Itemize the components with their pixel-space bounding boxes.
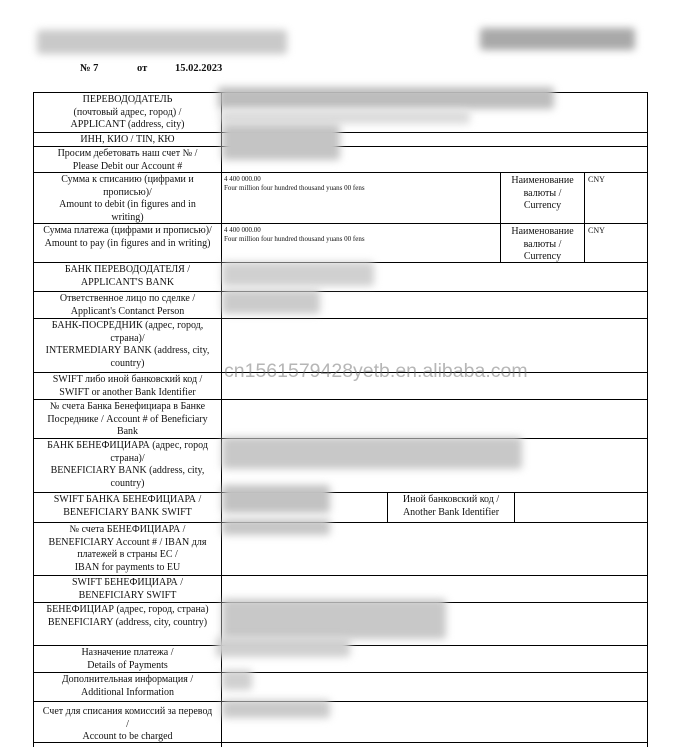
label-line: SWIFT БАНКА БЕНЕФИЦИАРА / <box>53 494 202 505</box>
row-amount-to-debit <box>34 173 647 224</box>
redacted-header-right <box>480 28 635 50</box>
label-line: № счета БЕНЕФИЦИАРА / <box>69 524 186 535</box>
label-line: Currency <box>523 251 562 262</box>
label-line: Назначение платежа / <box>81 647 174 658</box>
currency-label-cell <box>501 173 585 223</box>
order-date: 15.02.2023 <box>175 63 223 74</box>
redacted-applicant <box>218 87 554 109</box>
label-line: BENEFICIARY BANK (address, city, <box>50 465 205 476</box>
currency-label-cell <box>501 224 585 262</box>
row-contact-person <box>34 292 647 319</box>
amount-figures: 4 400 000.00 <box>224 226 261 234</box>
additional-info-label <box>34 673 222 701</box>
redacted-additional-info <box>222 670 252 690</box>
redacted-applicant-address <box>220 110 470 124</box>
label-line: Applicant's Contanct Person <box>70 305 185 317</box>
another-bank-identifier-label <box>388 493 515 522</box>
label-line: Account to be charged <box>82 731 173 742</box>
label-line: Наименование <box>511 226 574 237</box>
label-line: № счета Банка Бенефициара в Банке <box>49 401 206 412</box>
label-line: Ответственное лицо по сделке / <box>59 293 196 304</box>
label-line: BENEFICIARY SWIFT <box>78 589 177 601</box>
intermediary-swift-label <box>34 373 222 399</box>
redacted-contact-person <box>222 290 320 314</box>
debit-account-label <box>34 147 222 172</box>
beneficiary-bank-swift-label <box>34 493 222 522</box>
label-line: APPLICANT'S BANK <box>80 276 175 288</box>
redacted-beneficiary-bank <box>222 437 522 469</box>
continued-label <box>34 743 222 747</box>
watermark-text: cn1561579428yetb.en.alibaba.com <box>224 360 528 382</box>
row-beneficiary-bank-swift <box>34 493 647 523</box>
tin-label <box>34 133 222 146</box>
label-line: IBAN for payments to EU <box>74 561 181 573</box>
label-line: валюты / <box>523 238 562 250</box>
row-charges-account <box>34 702 647 743</box>
row-amount-to-pay <box>34 224 647 263</box>
redacted-beneficiary-bank-swift <box>222 485 330 513</box>
row-beneficiary-bank-account <box>34 400 647 439</box>
label-line: Дополнительная информация / <box>61 674 194 685</box>
label-line: Иной банковский код / <box>402 494 500 505</box>
redacted-applicant-bank <box>222 262 374 286</box>
row-continued <box>34 743 647 747</box>
beneficiary-label <box>34 603 222 645</box>
label-line: SWIFT or another Bank Identifier <box>59 386 196 398</box>
applicant-label <box>34 93 222 132</box>
label-line: Amount to pay (in figures and in writing) <box>44 237 211 249</box>
applicant-bank-label <box>34 263 222 291</box>
label-line: BENEFICIARY Account # / IBAN для <box>48 536 207 548</box>
label-line: Посреднике / Account # of Beneficiary <box>47 413 208 425</box>
beneficiary-account-label <box>34 523 222 575</box>
charges-account-label <box>34 702 222 742</box>
label-line: Details of Payments <box>87 659 168 671</box>
label-line: валюты / <box>523 187 562 199</box>
label-line: Наименование <box>511 175 574 186</box>
redacted-header-left <box>37 30 287 54</box>
another-bank-identifier-value <box>515 493 647 522</box>
row-beneficiary-account <box>34 523 647 576</box>
label-line: BENEFICIARY (address, city, country) <box>47 616 208 628</box>
beneficiary-bank-account-label <box>34 400 222 438</box>
label-line: Просим дебетовать наш счет № / <box>57 148 198 159</box>
intermediary-bank-label <box>34 319 222 372</box>
currency-code: CNY <box>588 175 605 184</box>
beneficiary-bank-label <box>34 439 222 492</box>
label-line: Счет для списания комиссий за перевод <box>42 706 213 717</box>
label-line: BENEFICIARY BANK SWIFT <box>63 506 192 518</box>
payment-details-label <box>34 646 222 672</box>
redacted-tin <box>222 124 340 160</box>
amount-to-debit-label <box>34 173 222 223</box>
amount-words: Four million four hundred thousand yuans 00 fens <box>224 234 365 243</box>
label-line: БАНК БЕНЕФИЦИАРА (адрес, город <box>47 440 208 451</box>
beneficiary-bank-account-value <box>222 400 647 438</box>
label-line: БАНК ПЕРЕВОДОДАТЕЛЯ / <box>64 264 191 275</box>
label-line: APPLICANT (address, city) <box>70 119 185 130</box>
amount-figures: 4 400 000.00 <box>224 175 261 183</box>
label-line: Currency <box>523 200 562 211</box>
amount-words: Four million four hundred thousand yuans 00 fens <box>224 183 365 192</box>
redacted-beneficiary <box>222 599 446 639</box>
label-line: / <box>126 718 129 730</box>
label-line: country) <box>110 357 145 369</box>
label-line: SWIFT БЕНЕФИЦИАРА / <box>71 577 184 588</box>
label-line: БЕНЕФИЦИАР (адрес, город, страна) <box>46 604 209 615</box>
row-additional-info <box>34 673 647 702</box>
redacted-payment-details <box>216 637 350 657</box>
label-line: writing) <box>111 211 144 223</box>
contact-person-label <box>34 292 222 318</box>
continued-value <box>222 743 647 747</box>
label-line: country) <box>110 477 145 489</box>
label-line: Сумма платежа (цифрами и прописью)/ <box>43 225 212 236</box>
redacted-beneficiary-account <box>222 519 330 535</box>
label-line: Сумма к списанию (цифрами и <box>61 174 194 185</box>
amount-to-pay-label <box>34 224 222 262</box>
label-line: страна)/ <box>110 332 145 344</box>
label-line: Amount to debit (in figures and in <box>59 199 196 210</box>
label-line: БАНК-ПОСРЕДНИК (адрес, город, <box>51 320 204 331</box>
label-line: платежей в страны ЕС / <box>77 549 178 560</box>
amount-to-debit-value <box>222 173 647 223</box>
redacted-charges-account <box>222 700 330 718</box>
label-line: (почтовый адрес, город) / <box>73 106 182 118</box>
amount-to-debit-cell <box>222 173 501 223</box>
row-debit-account <box>34 147 647 173</box>
label-line: INTERMEDIARY BANK (address, city, <box>45 345 210 356</box>
label-line: ПЕРЕВОДОДАТЕЛЬ <box>82 94 173 105</box>
order-number: № 7 <box>80 63 99 74</box>
amount-to-pay-value <box>222 224 647 262</box>
date-prefix: от <box>137 63 148 74</box>
label-line: Please Debit our Account # <box>72 160 183 172</box>
label-line: страна)/ <box>110 452 145 464</box>
label-line: Another Bank Identifier <box>402 506 500 518</box>
currency-code: CNY <box>588 226 605 235</box>
label-line: Bank <box>116 426 139 437</box>
row-tin <box>34 133 647 147</box>
beneficiary-swift-label <box>34 576 222 602</box>
label-line: прописью)/ <box>103 186 152 198</box>
amount-to-pay-cell <box>222 224 501 262</box>
additional-info-value <box>222 673 647 701</box>
label-line: SWIFT либо иной банковский код / <box>52 374 203 385</box>
label-line: Additional Information <box>80 686 175 698</box>
label-line: ИНН, КИО / TIN, КЮ <box>80 134 175 145</box>
